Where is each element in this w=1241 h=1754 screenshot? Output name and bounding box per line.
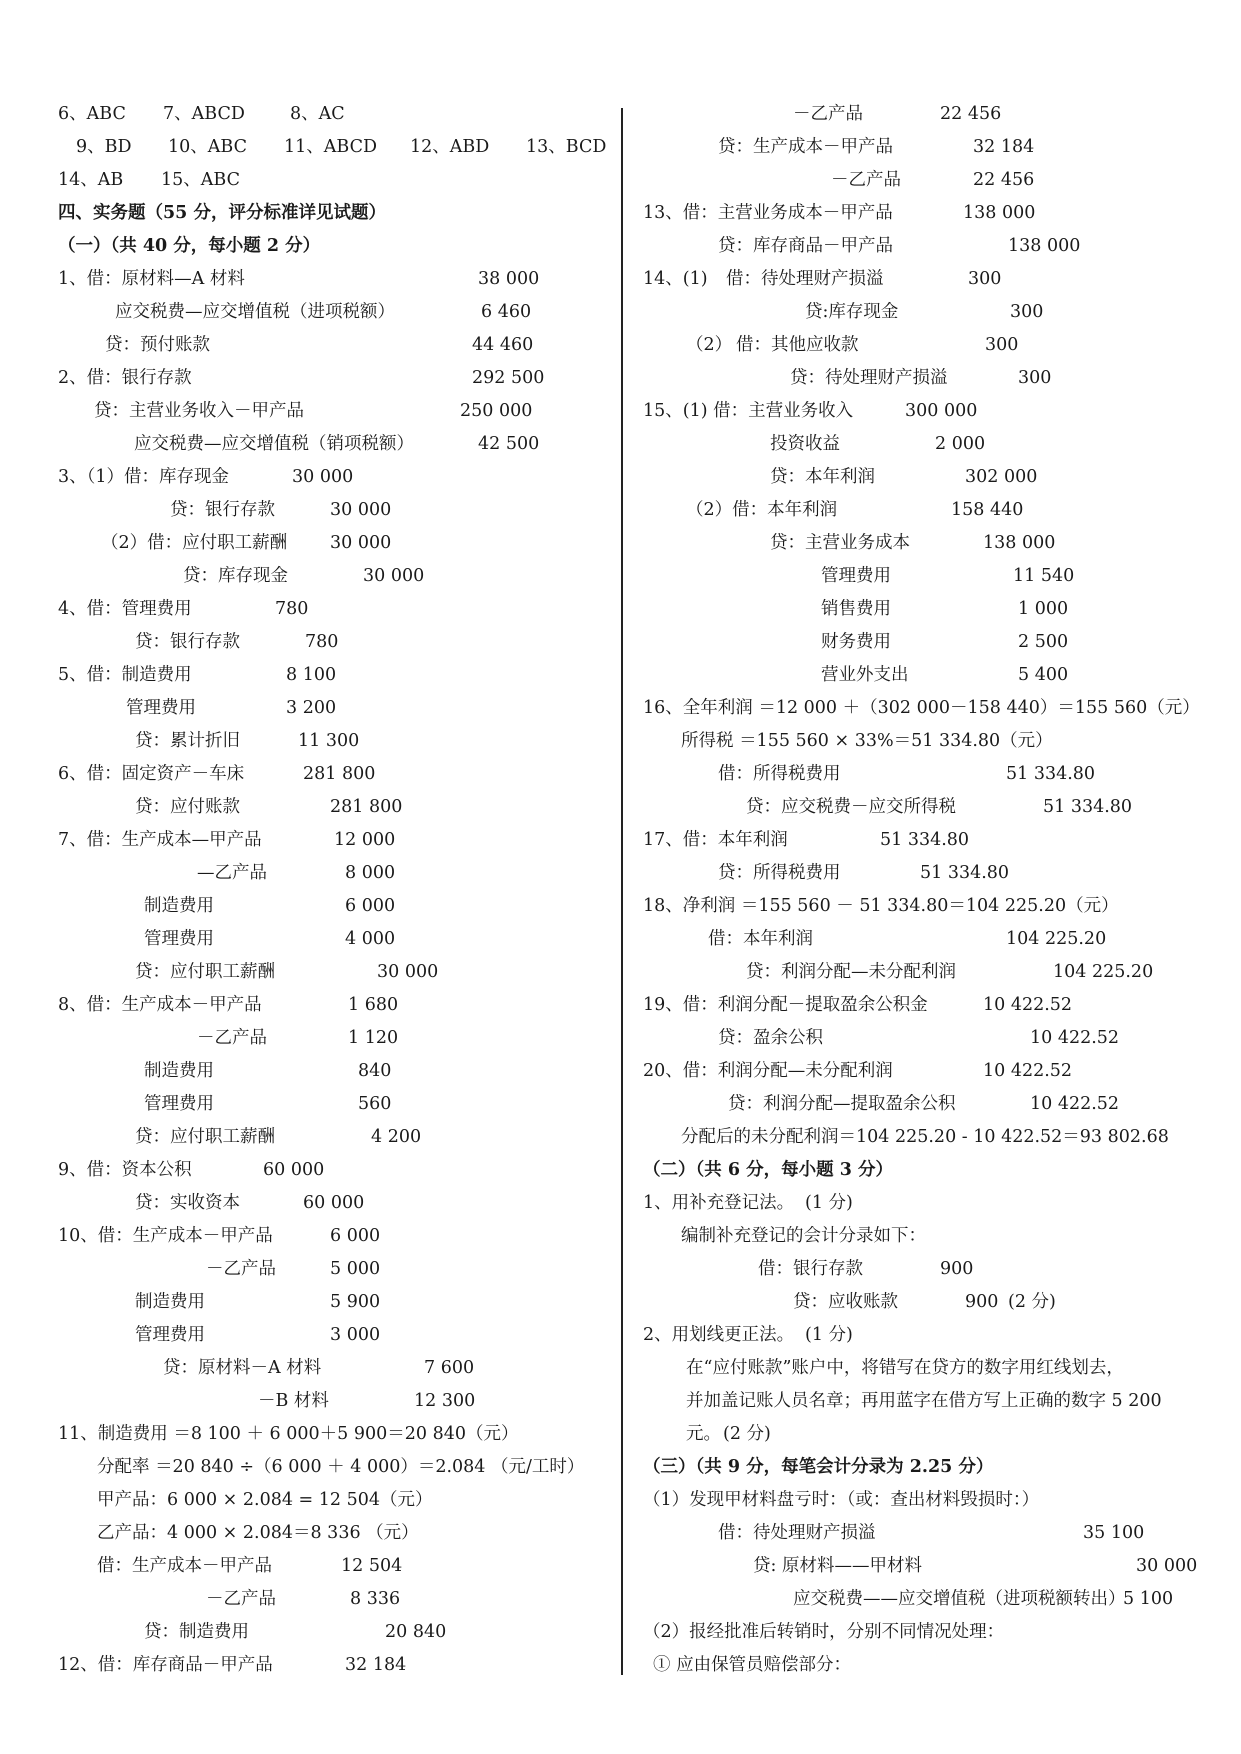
entry-line (643, 992, 1203, 1018)
entry-amount: 300 (1018, 368, 1052, 388)
entry-text: 6、ABC (58, 104, 126, 124)
right-column (643, 0, 1203, 1754)
entry-text: 贷：待处理财产损溢 (790, 368, 948, 388)
entry-line (643, 167, 1203, 193)
entry-amount: 60 000 (303, 1193, 365, 1213)
entry-line (58, 299, 618, 325)
entry-text: 14、(1) (643, 269, 708, 289)
entry-line (643, 365, 1203, 391)
entry-line (643, 1322, 1203, 1348)
entry-text: 在“应付账款”账户中，将错写在贷方的数字用红线划去， (686, 1358, 1124, 1378)
entry-text: 贷：库存商品－甲产品 (718, 236, 893, 256)
entry-text: 10、借：生产成本－甲产品 (58, 1226, 273, 1246)
entry-line (643, 233, 1203, 259)
entry-line (58, 1586, 618, 1612)
entry-line (643, 794, 1203, 820)
entry-line (58, 1520, 618, 1546)
section-heading (643, 1157, 1203, 1183)
entry-amount: (2 分) (723, 1424, 771, 1444)
entry-text: 9、BD (76, 137, 132, 157)
entry-amount: 32 184 (973, 137, 1035, 157)
entry-amount: 12、ABD (410, 137, 490, 157)
entry-text: 14、AB (58, 170, 124, 190)
entry-text: 贷：盈余公积 (718, 1028, 823, 1048)
entry-text: 投资收益 (770, 434, 840, 454)
entry-text: 借：生产成本－甲产品 (97, 1556, 272, 1576)
entry-text: －乙产品 (793, 104, 863, 124)
entry-line (643, 1289, 1203, 1315)
entry-line (643, 1190, 1203, 1216)
entry-text: 借：本年利润 (708, 929, 813, 949)
entry-line (58, 332, 618, 358)
entry-text: （一）（共 40 分，每小题 2 分） (58, 236, 321, 256)
entry-amount: 11 300 (298, 731, 360, 751)
entry-line (58, 1355, 618, 1381)
entry-line (643, 662, 1203, 688)
entry-text: ① 应由保管员赔偿部分： (653, 1655, 852, 1675)
entry-text: 管理费用 (144, 1094, 214, 1114)
entry-line (58, 926, 618, 952)
entry-text: 贷:库存现金 (805, 302, 899, 322)
entry-amount: 51 334.80 (1006, 764, 1096, 784)
entry-text: 贷：应付账款 (135, 797, 240, 817)
entry-amount: 10 422.52 (983, 995, 1073, 1015)
entry-text: （1）发现甲材料盘亏时：（或：查出材料毁损时：） (643, 1490, 1040, 1510)
entry-text: （2）报经批准后转销时，分别不同情况处理： (643, 1622, 1005, 1642)
entry-line (643, 1256, 1203, 1282)
entry-line (643, 299, 1203, 325)
entry-amount: 158 440 (951, 500, 1024, 520)
entry-line (58, 1157, 618, 1183)
entry-line (643, 1652, 1203, 1678)
entry-line (643, 1553, 1203, 1579)
entry-amount: 30 000 (363, 566, 425, 586)
entry-line (643, 1421, 1203, 1447)
entry-line (58, 959, 618, 985)
entry-amount: 3 200 (286, 698, 337, 718)
entry-line (58, 134, 618, 160)
entry-text: 贷：应交税费－应交所得税 (746, 797, 956, 817)
entry-text: 贷：银行存款 (135, 632, 240, 652)
entry-line (643, 1388, 1203, 1414)
entry-amount: 30 000 (330, 500, 392, 520)
entry-amount: 4 000 (345, 929, 396, 949)
entry-amount: 10 422.52 (983, 1061, 1073, 1081)
entry-line (643, 1586, 1203, 1612)
entry-amount: 7、ABCD (163, 104, 245, 124)
entry-amount: 11、ABCD (284, 137, 378, 157)
entry-amount: 780 (275, 599, 309, 619)
entry-line (643, 1487, 1203, 1513)
section-heading (58, 200, 618, 226)
entry-line (58, 1223, 618, 1249)
entry-text: 1、借：原材料—A 材料 (58, 269, 245, 289)
entry-text: 11、制造费用 ＝8 100 ＋ 6 000＋5 900＝20 840（元） (58, 1424, 519, 1444)
entry-amount: (1 分) (805, 1325, 853, 1345)
entry-text: －乙产品 (831, 170, 901, 190)
entry-line (58, 530, 618, 556)
entry-line (643, 926, 1203, 952)
entry-amount: 900 (940, 1259, 974, 1279)
section-heading (58, 233, 618, 259)
entry-amount: 22 456 (973, 170, 1035, 190)
entry-text: 贷：本年利润 (770, 467, 875, 487)
entry-text: 贷：利润分配—提取盈余公积 (728, 1094, 956, 1114)
entry-line (643, 1223, 1203, 1249)
entry-text: 16、全年利润 ＝12 000 ＋（302 000－158 440）＝155 560（元） (643, 698, 1200, 718)
entry-text: 所得税 ＝155 560 × 33%＝51 334.80（元） (681, 731, 1053, 751)
entry-amount: 300 (968, 269, 1002, 289)
entry-line (643, 1091, 1203, 1117)
entry-line (58, 794, 618, 820)
entry-amount: 8 336 (350, 1589, 401, 1609)
entry-text: 贷：应付职工薪酬 (135, 1127, 275, 1147)
entry-text: 8、借：生产成本－甲产品 (58, 995, 262, 1015)
entry-line (643, 1520, 1203, 1546)
entry-text: 应交税费—应交增值税（销项税额） (134, 434, 414, 454)
entry-text: （2）借：应付职工薪酬 (101, 533, 288, 553)
entry-amount: 12 000 (334, 830, 396, 850)
entry-text: 制造费用 (144, 1061, 214, 1081)
entry-text: 贷：主营业务成本 (770, 533, 910, 553)
entry-amount: 8 000 (345, 863, 396, 883)
entry-amount: 138 000 (963, 203, 1036, 223)
entry-line (643, 530, 1203, 556)
entry-text: 12、借：库存商品－甲产品 (58, 1655, 273, 1675)
entry-line (58, 1289, 618, 1315)
entry-text: 5、借：制造费用 (58, 665, 192, 685)
entry-amount: 1 000 (1018, 599, 1069, 619)
entry-line (643, 563, 1203, 589)
entry-text: －乙产品 (206, 1589, 276, 1609)
entry-text: —乙产品 (197, 863, 267, 883)
entry-amount: 292 500 (472, 368, 545, 388)
entry-line (58, 365, 618, 391)
entry-amount: 840 (358, 1061, 392, 1081)
entry-line (643, 728, 1203, 754)
entry-amount: 5 000 (330, 1259, 381, 1279)
entry-text: 甲产品：6 000 × 2.084 = 12 504（元） (97, 1490, 433, 1510)
entry-amount: 30 000 (1136, 1556, 1198, 1576)
entry-line (643, 629, 1203, 655)
entry-text: 借：所得税费用 (718, 764, 841, 784)
entry-amount: 44 460 (472, 335, 534, 355)
entry-text: 借：待处理财产损溢 (718, 1523, 876, 1543)
entry-amount: 60 000 (263, 1160, 325, 1180)
entry-text: 15、(1) 借：主营业务收入 (643, 401, 854, 421)
entry-line (643, 761, 1203, 787)
entry-text: 管理费用 (144, 929, 214, 949)
entry-amount: 51 334.80 (1043, 797, 1133, 817)
entry-line (643, 332, 1203, 358)
entry-text: 元。 (686, 1424, 721, 1444)
entry-text: 管理费用 (126, 698, 196, 718)
entry-line (58, 563, 618, 589)
entry-text: 贷：应付职工薪酬 (135, 962, 275, 982)
entry-line (58, 1091, 618, 1117)
entry-line (58, 728, 618, 754)
entry-text: 贷：预付账款 (105, 335, 210, 355)
left-column (58, 0, 618, 1754)
entry-amount: 借：待处理财产损溢 (726, 269, 884, 289)
entry-text: 制造费用 (144, 896, 214, 916)
entry-line (58, 1256, 618, 1282)
entry-line (643, 959, 1203, 985)
entry-amount: 138 000 (1008, 236, 1081, 256)
entry-line (643, 827, 1203, 853)
entry-line (58, 1388, 618, 1414)
entry-text: （二）（共 6 分，每小题 3 分） (643, 1160, 893, 1180)
entry-amount: 6 460 (481, 302, 532, 322)
entry-text: 3、（1）借：库存现金 (58, 467, 230, 487)
entry-amount: 138 000 (983, 533, 1056, 553)
entry-amount: 250 000 (460, 401, 533, 421)
entry-line (58, 266, 618, 292)
entry-text: 2、用划线更正法。 (643, 1325, 795, 1345)
entry-amount: 560 (358, 1094, 392, 1114)
entry-amount: 780 (305, 632, 339, 652)
entry-amount: 5 400 (1018, 665, 1069, 685)
entry-amount: 281 800 (303, 764, 376, 784)
entry-text: 4、借：管理费用 (58, 599, 192, 619)
entry-line (58, 695, 618, 721)
entry-text: －乙产品 (197, 1028, 267, 1048)
entry-amount: 6 000 (330, 1226, 381, 1246)
entry-amount: 30 000 (377, 962, 439, 982)
entry-amount: 7 600 (424, 1358, 475, 1378)
entry-amount: 300 (1010, 302, 1044, 322)
entry-text: 贷：制造费用 (144, 1622, 249, 1642)
entry-text: 应交税费——应交增值税（进项税额转出） (793, 1589, 1126, 1609)
entry-text: 贷：生产成本－甲产品 (718, 137, 893, 157)
entry-text: 贷：应收账款 (793, 1292, 898, 1312)
entry-amount: 20 840 (385, 1622, 447, 1642)
entry-amount: 2 500 (1018, 632, 1069, 652)
entry-amount: 12 504 (341, 1556, 403, 1576)
entry-text: 分配率 ＝20 840 ÷（6 000 ＋ 4 000）＝2.084 （元/工时） (97, 1457, 585, 1477)
entry-text: 营业外支出 (821, 665, 909, 685)
entry-amount: 104 225.20 (1053, 962, 1154, 982)
entry-text: 乙产品：4 000 × 2.084＝8 336 （元） (97, 1523, 419, 1543)
entry-line (643, 1355, 1203, 1381)
entry-text: 借：银行存款 (758, 1259, 863, 1279)
entry-amount: 281 800 (330, 797, 403, 817)
entry-text: 管理费用 (821, 566, 891, 586)
entry-line (643, 134, 1203, 160)
entry-line (58, 1454, 618, 1480)
entry-text: 贷：银行存款 (170, 500, 275, 520)
entry-line (643, 860, 1203, 886)
entry-line (643, 431, 1203, 457)
entry-text: （2）借：本年利润 (686, 500, 838, 520)
entry-line (58, 629, 618, 655)
entry-text: 贷：库存现金 (183, 566, 288, 586)
entry-amount: 30 000 (330, 533, 392, 553)
entry-amount: 1 120 (348, 1028, 399, 1048)
entry-text: 19、借：利润分配－提取盈余公积金 (643, 995, 928, 1015)
entry-amount: 1 680 (348, 995, 399, 1015)
entry-amount: 300 (985, 335, 1019, 355)
entry-text: （三）（共 9 分，每笔会计分录为 2.25 分） (643, 1457, 994, 1477)
entry-line (58, 1619, 618, 1645)
entry-line (58, 1553, 618, 1579)
entry-amount: 5 100 (1123, 1589, 1174, 1609)
entry-line (58, 1058, 618, 1084)
entry-text: 18、净利润 ＝155 560 － 51 334.80＝104 225.20（元） (643, 896, 1119, 916)
entry-line (58, 431, 618, 457)
entry-text: 制造费用 (135, 1292, 205, 1312)
entry-amount: 10、ABC (168, 137, 247, 157)
entry-text: 销售费用 (821, 599, 891, 619)
entry-text: 分配后的未分配利润＝104 225.20 - 10 422.52＝93 802.68 (681, 1127, 1169, 1147)
entry-line (643, 464, 1203, 490)
entry-text: －B 材料 (258, 1391, 329, 1411)
entry-amount: 300 000 (905, 401, 978, 421)
section-heading (643, 1454, 1203, 1480)
entry-line (58, 464, 618, 490)
entry-line (643, 200, 1203, 226)
entry-text: 9、借：资本公积 (58, 1160, 192, 1180)
entry-line (58, 893, 618, 919)
entry-text: 贷：累计折旧 (135, 731, 240, 751)
entry-amount: 15、ABC (161, 170, 240, 190)
entry-amount: 30 000 (292, 467, 354, 487)
entry-text: 贷: 原材料——甲材料 (753, 1556, 922, 1576)
entry-text: 应交税费—应交增值税（进项税额） (115, 302, 395, 322)
entry-amount: 6 000 (345, 896, 396, 916)
column-divider (621, 108, 623, 1675)
entry-line (58, 1322, 618, 1348)
entry-amount: 11 540 (1013, 566, 1075, 586)
entry-text: 1、用补充登记法。 (643, 1193, 795, 1213)
entry-line (643, 893, 1203, 919)
entry-text: 贷：利润分配—未分配利润 (746, 962, 956, 982)
entry-line (58, 992, 618, 1018)
entry-line (58, 167, 618, 193)
entry-line (58, 1025, 618, 1051)
entry-amount: 8 100 (286, 665, 337, 685)
entry-text: 并加盖记账人员名章；再用蓝字在借方写上正确的数字 5 200 (686, 1391, 1162, 1411)
entry-amount: 302 000 (965, 467, 1038, 487)
entry-line (58, 497, 618, 523)
entry-amount: (1 分) (805, 1193, 853, 1213)
entry-text: 贷：原材料－A 材料 (163, 1358, 322, 1378)
entry-amount: 8、AC (290, 104, 345, 124)
entry-amount: 35 100 (1083, 1523, 1145, 1543)
entry-text: 7、借：生产成本—甲产品 (58, 830, 262, 850)
entry-amount: 3 000 (330, 1325, 381, 1345)
entry-amount: 12 300 (414, 1391, 476, 1411)
entry-line (58, 596, 618, 622)
entry-line (58, 827, 618, 853)
entry-amount: 13、BCD (526, 137, 607, 157)
entry-line (58, 761, 618, 787)
entry-text: 17、借：本年利润 (643, 830, 788, 850)
entry-line (58, 1190, 618, 1216)
entry-line (58, 101, 618, 127)
entry-line (643, 1025, 1203, 1051)
entry-line (58, 1421, 618, 1447)
entry-amount: 22 456 (940, 104, 1002, 124)
entry-line (643, 497, 1203, 523)
entry-amount: 38 000 (478, 269, 540, 289)
entry-text: 13、借：主营业务成本－甲产品 (643, 203, 893, 223)
entry-line (643, 596, 1203, 622)
entry-line (643, 398, 1203, 424)
entry-line (643, 101, 1203, 127)
entry-text: 管理费用 (135, 1325, 205, 1345)
entry-amount: 借：其他应收款 (736, 335, 859, 355)
entry-amount: 51 334.80 (920, 863, 1010, 883)
entry-amount: 10 422.52 (1030, 1094, 1120, 1114)
entry-line (58, 860, 618, 886)
entry-text: 2、借：银行存款 (58, 368, 192, 388)
entry-amount: 2 000 (935, 434, 986, 454)
entry-amount: 104 225.20 (1006, 929, 1107, 949)
entry-amount: 10 422.52 (1030, 1028, 1120, 1048)
entry-text: 编制补充登记的会计分录如下： (681, 1226, 926, 1246)
entry-text: 贷：所得税费用 (718, 863, 841, 883)
entry-text: 20、借：利润分配—未分配利润 (643, 1061, 893, 1081)
entry-text: 贷：主营业务收入－甲产品 (94, 401, 304, 421)
entry-amount: 51 334.80 (880, 830, 970, 850)
entry-text: 6、借：固定资产－车床 (58, 764, 245, 784)
entry-text: 贷：实收资本 (135, 1193, 240, 1213)
entry-amount: 5 900 (330, 1292, 381, 1312)
entry-text: 四、实务题（55 分，评分标准详见试题） (58, 203, 386, 223)
entry-line (58, 1487, 618, 1513)
entry-line (643, 1058, 1203, 1084)
entry-amount: 900 (965, 1292, 999, 1312)
entry-line (58, 1124, 618, 1150)
entry-text: （2） (686, 335, 733, 355)
entry-text: 财务费用 (821, 632, 891, 652)
entry-amount: (2 分) (1008, 1292, 1056, 1312)
entry-amount: 32 184 (345, 1655, 407, 1675)
entry-line (58, 398, 618, 424)
entry-text: －乙产品 (206, 1259, 276, 1279)
entry-line (643, 695, 1203, 721)
entry-amount: 42 500 (478, 434, 540, 454)
entry-line (643, 1124, 1203, 1150)
entry-line (58, 662, 618, 688)
entry-line (643, 266, 1203, 292)
entry-line (643, 1619, 1203, 1645)
entry-line (58, 1652, 618, 1678)
entry-amount: 4 200 (371, 1127, 422, 1147)
